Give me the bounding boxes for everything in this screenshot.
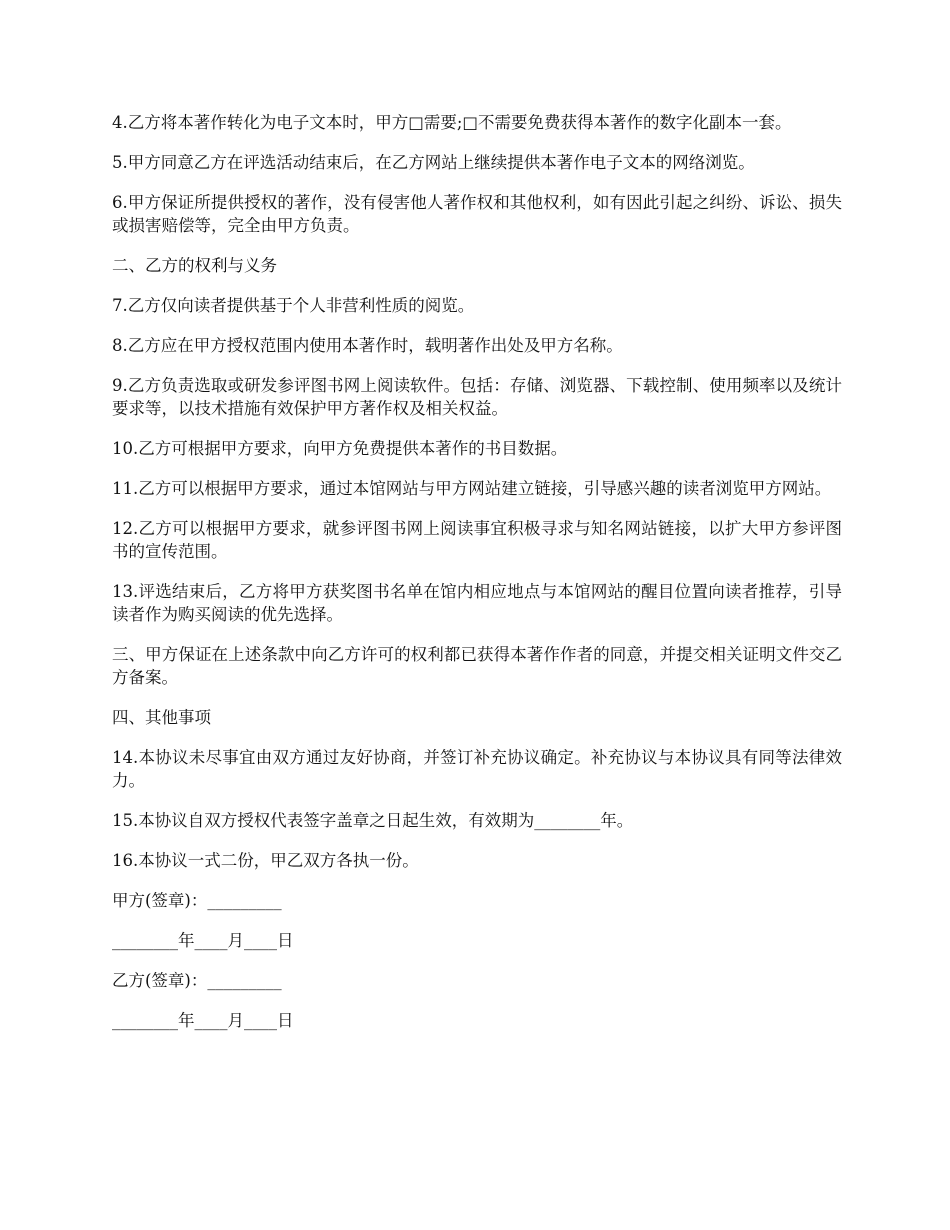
clause-6: 6.甲方保证所提供授权的著作，没有侵害他人著作权和其他权利，如有因此引起之纠纷、诉讼、损失或损害赔偿等，完全由甲方负责。 [112,193,842,235]
clause-11: 11.乙方可以根据甲方要求，通过本馆网站与甲方网站建立链接，引导感兴趣的读者浏览甲方网站。 [112,479,832,498]
clause-14: 14.本协议未尽事宜由双方通过友好协商，并签订补充协议确定。补充协议与本协议具有同等法律效力。 [112,748,842,790]
party-b-date-line: ________年____月____日 [112,1011,294,1030]
section-heading-party-b-rights: 二、乙方的权利与义务 [112,256,277,275]
party-a-signature-line: 甲方(签章)：_________ [112,891,282,910]
clause-5: 5.甲方同意乙方在评选活动结束后，在乙方网站上继续提供本著作电子文本的网络浏览。 [112,153,755,172]
section-heading-other-matters: 四、其他事项 [112,708,211,727]
clause-16: 16.本协议一式二份，甲乙双方各执一份。 [112,851,419,870]
clause-4: 4.乙方将本著作转化为电子文本时，甲方□需要;□不需要免费获得本著作的数字化副本一套。 [112,113,792,132]
clause-8: 8.乙方应在甲方授权范围内使用本著作时，载明著作出处及甲方名称。 [112,336,623,355]
clause-15: 15.本协议自双方授权代表签字盖章之日起生效，有效期为________年。 [112,811,634,830]
clause-10: 10.乙方可根据甲方要求，向甲方免费提供本著作的书目数据。 [112,439,568,458]
clause-7: 7.乙方仅向读者提供基于个人非营利性质的阅览。 [112,296,475,315]
party-b-signature-line: 乙方(签章)：_________ [112,971,282,990]
clause-12: 12.乙方可以根据甲方要求，就参评图书网上阅读事宜积极寻求与知名网站链接，以扩大甲方参评图书的宣传范围。 [112,519,842,561]
clause-9: 9.乙方负责选取或研发参评图书网上阅读软件。包括：存储、浏览器、下载控制、使用频率以及统计要求等，以技术措施有效保护甲方著作权及相关权益。 [112,376,842,418]
party-a-date-line: ________年____月____日 [112,931,294,950]
clause-13: 13.评选结束后，乙方将甲方获奖图书名单在馆内相应地点与本馆网站的醒目位置向读者推荐，引导读者作为购买阅读的优先选择。 [112,582,842,624]
section-heading-party-a-guarantee: 三、甲方保证在上述条款中向乙方许可的权利都已获得本著作作者的同意，并提交相关证明文件交乙方备案。 [112,645,842,687]
document-page [112,111,842,1049]
